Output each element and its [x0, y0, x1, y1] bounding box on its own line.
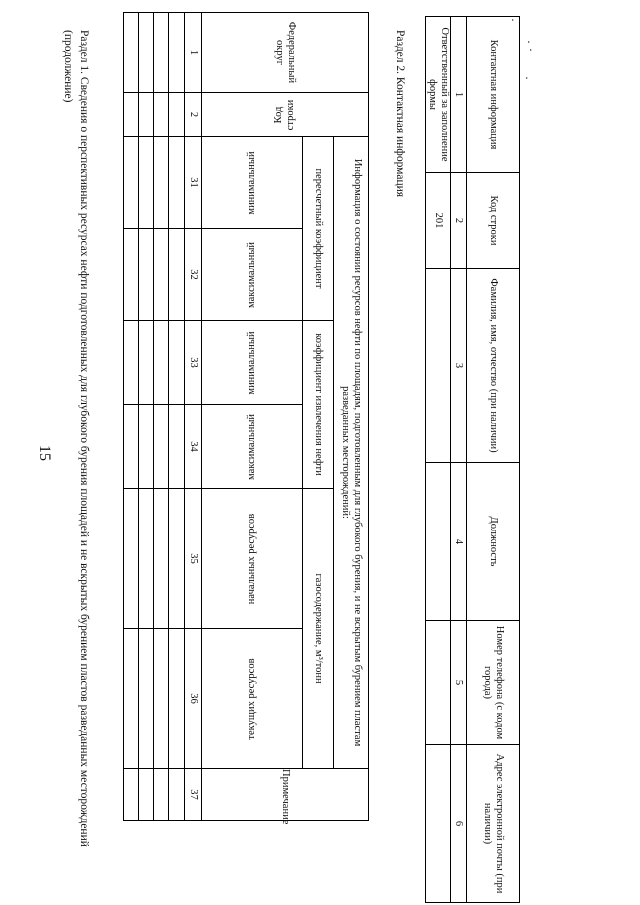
table-row: [139, 13, 154, 821]
table-cell[interactable]: [426, 269, 451, 463]
table-cell[interactable]: [139, 321, 154, 405]
table-cell[interactable]: [169, 629, 185, 769]
table-cell[interactable]: [124, 137, 139, 229]
column-number: 37: [185, 769, 202, 821]
column-number: 1: [451, 17, 467, 173]
section-2-table: [425, 16, 520, 903]
header-conversion-factor: пересчетный коэффициент: [303, 137, 334, 321]
page-number: 15: [36, 445, 53, 461]
header-full-name: Фамилия, имя, отчество (при наличии): [467, 269, 520, 463]
table-cell[interactable]: [426, 463, 451, 621]
table-cell[interactable]: [154, 93, 169, 137]
table-cell[interactable]: [139, 489, 154, 629]
table-cell[interactable]: [139, 405, 154, 489]
table-cell[interactable]: [124, 229, 139, 321]
responsible-person-label: Ответственный за заполнение формы: [426, 17, 451, 173]
table-cell[interactable]: [139, 629, 154, 769]
header-recovery-min: минимальный: [202, 321, 303, 405]
table-cell[interactable]: [139, 137, 154, 229]
header-position: Должность: [467, 463, 520, 621]
column-number: 2: [451, 173, 467, 269]
table-cell[interactable]: [124, 769, 139, 821]
table-cell[interactable]: [154, 489, 169, 629]
header-federal-district: Федеральный округ: [202, 13, 369, 93]
header-phone: Номер телефона (с кодом города): [467, 621, 520, 745]
table-cell[interactable]: [169, 321, 185, 405]
table-cell[interactable]: [426, 745, 451, 903]
header-email: Адрес электронной почты (при наличии): [467, 745, 520, 903]
table-cell[interactable]: [139, 229, 154, 321]
table-row: [426, 17, 451, 903]
header-contact-info: Контактная информация: [467, 17, 520, 173]
table-cell[interactable]: [139, 93, 154, 137]
section-1-title: Раздел 1. Сведения о перспективных ресурсах нефти подготовленных для глубокого бурения площадей и не вскрытых бурением пластов разведанных месторождений (продолжение): [62, 30, 90, 847]
column-number: 2: [185, 93, 202, 137]
header-row-code: Код строки: [202, 93, 369, 137]
table-row: [169, 13, 185, 821]
table-cell[interactable]: [124, 93, 139, 137]
column-number: 31: [185, 137, 202, 229]
table-cell[interactable]: [169, 489, 185, 629]
column-number: 1: [185, 13, 202, 93]
column-number: 35: [185, 489, 202, 629]
table-cell[interactable]: [139, 13, 154, 93]
column-number: 5: [451, 621, 467, 745]
scan-mark: ·: [524, 48, 538, 52]
table-cell[interactable]: [124, 629, 139, 769]
table-cell[interactable]: [154, 629, 169, 769]
table-cell[interactable]: [124, 321, 139, 405]
column-number: 33: [185, 321, 202, 405]
header-recovery-factor: коэффициент извлечения нефти: [303, 321, 334, 489]
table-cell[interactable]: [154, 229, 169, 321]
header-conversion-max: максимальный: [202, 229, 303, 321]
header-row-code: Код строки: [467, 173, 520, 269]
section-1-table: [123, 12, 369, 825]
table-row: [124, 13, 139, 821]
header-conversion-min: минимальный: [202, 137, 303, 229]
scan-mark: ·: [522, 40, 536, 44]
scan-mark: ·: [506, 18, 520, 22]
table-cell[interactable]: [154, 321, 169, 405]
table-cell[interactable]: [169, 769, 185, 821]
column-number: 6: [451, 745, 467, 903]
table-cell[interactable]: [169, 137, 185, 229]
table-cell[interactable]: [169, 229, 185, 321]
header-gas-current: текущих ресурсов: [202, 629, 303, 769]
table-cell[interactable]: [169, 405, 185, 489]
table-row: [154, 13, 169, 821]
table-cell[interactable]: [139, 769, 154, 821]
header-recovery-max: максимальный: [202, 405, 303, 489]
row-code-cell: 201: [426, 173, 451, 269]
table-cell[interactable]: [154, 405, 169, 489]
column-number: 3: [451, 269, 467, 463]
section-2-title: Раздел 2. Контактная информация: [394, 30, 406, 198]
column-number: 34: [185, 405, 202, 489]
table-cell[interactable]: [169, 13, 185, 93]
scan-mark: ·: [520, 76, 534, 80]
column-number: 4: [451, 463, 467, 621]
header-gas-content: газосодержание, м³/тонн: [303, 489, 334, 769]
table-cell[interactable]: [154, 137, 169, 229]
table-cell[interactable]: [124, 489, 139, 629]
column-number-row: [451, 17, 467, 903]
header-note: Примечание: [202, 769, 369, 821]
header-gas-initial: начальных ресурсов: [202, 489, 303, 629]
table-cell[interactable]: [124, 13, 139, 93]
column-number: 32: [185, 229, 202, 321]
column-number: 36: [185, 629, 202, 769]
table-cell[interactable]: [124, 405, 139, 489]
header-info-group: Информация о состоянии ресурсов нефти по площадям, подготовленным для глубокого бурения, и не вскрытым бурением пластам разведанных месторождений:: [334, 137, 369, 769]
table-cell[interactable]: [426, 621, 451, 745]
table-cell[interactable]: [154, 13, 169, 93]
table-cell[interactable]: [154, 769, 169, 821]
column-number-row: [185, 13, 202, 821]
table-cell[interactable]: [169, 93, 185, 137]
